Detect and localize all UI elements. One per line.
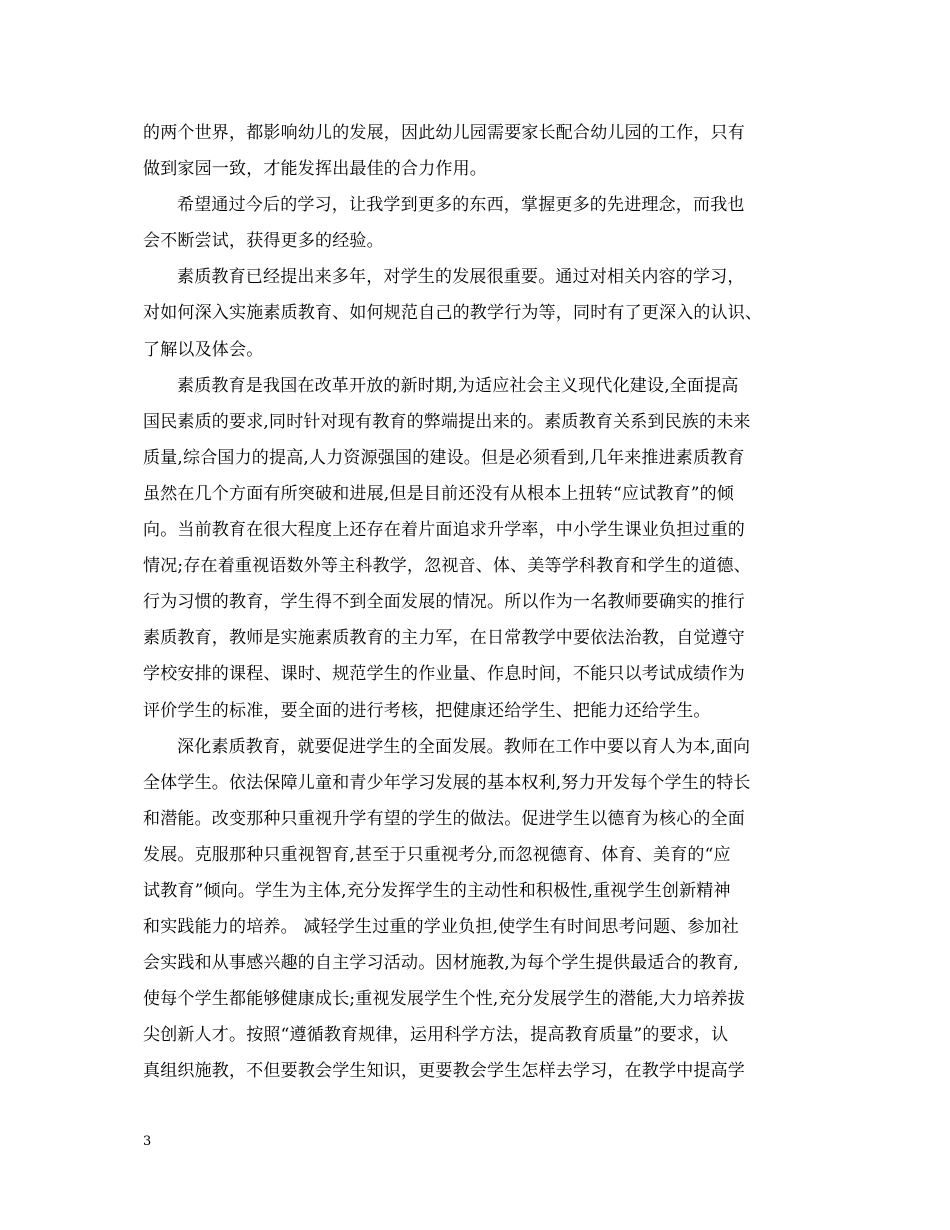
text-line: 的两个世界，都影响幼儿的发展，因此幼儿园需要家长配合幼儿园的工作，只有	[143, 123, 745, 143]
text-line: 和潜能。改变那种只重视升学有望的学生的做法。促进学生以德育为核心的全面	[143, 808, 745, 829]
text-line: 真组织施教，不但要教会学生知识，更要教会学生怎样去学习，在教学中提高学	[143, 1061, 745, 1082]
text-line: 做到家园一致，才能发挥出最佳的合力作用。	[143, 159, 487, 180]
text-line: 发展。克服那种只重视智育,甚至于只重视考分,而忽视德育、体育、美育的“应	[143, 844, 731, 865]
text-line: 使每个学生都能够健康成长;重视发展学生个性,充分发展学生的潜能,大力培养拔	[143, 989, 745, 1010]
text-line: 素质教育已经提出来多年，对学生的发展很重要。通过对相关内容的学习，	[177, 267, 745, 288]
text-line: 国民素质的要求,同时针对现有教育的弊端提出来的。素质教育关系到民族的未来	[143, 411, 751, 432]
text-line: 尖创新人才。按照“遵循教育规律，运用科学方法，提高教育质量”的要求，认	[143, 1025, 729, 1046]
document-body	[143, 115, 823, 1090]
text-line: 素质教育是我国在改革开放的新时期,为适应社会主义现代化建设,全面提高	[177, 375, 739, 396]
text-line: 试教育”倾向。学生为主体,充分发挥学生的主动性和积极性,重视学生创新精神	[143, 880, 731, 901]
text-line: 和实践能力的培养。 减轻学生过重的学业负担,使学生有时间思考问题、参加社	[143, 917, 740, 938]
text-line: 学校安排的课程、课时、规范学生的作业量、作息时间，不能只以考试成绩作为	[143, 664, 745, 685]
text-line: 虽然在几个方面有所突破和进展,但是目前还没有从根本上扭转“应试教育”的倾	[143, 483, 734, 504]
text-line: 对如何深入实施素质教育、如何规范自己的教学行为等，同时有了更深入的认识、	[143, 303, 763, 324]
text-line: 了解以及体会。	[143, 339, 264, 360]
text-line: 质量,综合国力的提高,人力资源强国的建设。但是必须看到,几年来推进素质教育	[143, 447, 745, 468]
text-line: 深化素质教育，就要促进学生的全面发展。教师在工作中要以育人为本,面向	[177, 736, 751, 757]
text-line: 希望通过今后的学习，让我学到更多的东西，掌握更多的先进理念，而我也	[177, 195, 745, 216]
text-line: 素质教育，教师是实施素质教育的主力军，在日常教学中要依法治教，自觉遵守	[143, 628, 745, 649]
text-line: 向。当前教育在很大程度上还存在着片面追求升学率，中小学生课业负担过重的	[143, 520, 745, 541]
text-line: 情况;存在着重视语数外等主科教学，忽视音、体、美等学科教育和学生的道德、	[143, 556, 751, 577]
text-line: 行为习惯的教育，学生得不到全面发展的情况。所以作为一名教师要确实的推行	[143, 592, 745, 613]
text-line: 会不断尝试，获得更多的经验。	[143, 231, 384, 252]
text-line: 评价学生的标准，要全面的进行考核，把健康还给学生、把能力还给学生。	[143, 700, 711, 721]
page-number: 3	[143, 1134, 152, 1149]
text-line: 全体学生。依法保障儿童和青少年学习发展的基本权利,努力开发每个学生的特长	[143, 772, 751, 793]
text-line: 会实践和从事感兴趣的自主学习活动。因材施教,为每个学生提供最适合的教育,	[143, 953, 740, 974]
